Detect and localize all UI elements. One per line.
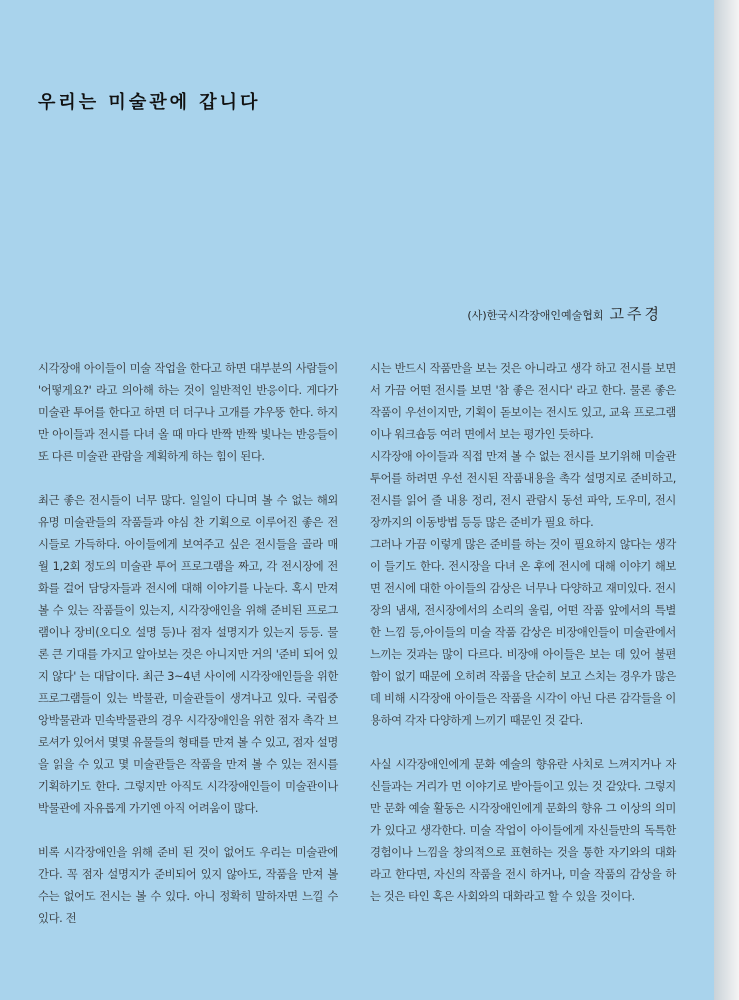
article-title: 우리는 미술관에 갑니다 bbox=[38, 92, 261, 113]
paragraph: 시각장애 아이들이 미술 작업을 한다고 하면 대부분의 사람들이 '어떻게요?' 라고 의아해 하는 것이 일반적인 반응이다. 게다가 미술관 투어를 한다고 하면 더 더구나 고개를 갸우뚱 한다. 하지만 아이들과 전시를 다녀 올 때 마다 반짝 반짝 빛나는 반응들이 또 다른 미술관 관람을 계획하게 하는 힘이 된다. bbox=[38, 362, 338, 463]
left-column bbox=[38, 358, 338, 930]
paragraph: 사실 시각장애인에게 문화 예술의 향유란 사치로 느껴지거나 자신들과는 거리가 먼 이야기로 받아들이고 있는 것 같았다. 그렇지만 문화 예술 활동은 시각장애인에게 문화의 향유 그 이상의 의미가 있다고 생각한다. 미술 작업이 아이들에게 자신들만의 독특한 경험이나 느낌을 창의적으로 표현하는 것을 통한 자기와의 대화라고 한다면, 자신의 작품을 전시 하거나, 미술 작품의 감상을 하는 것은 타인 혹은 사회와의 대화라고 할 수 있을 것이다. bbox=[370, 758, 676, 903]
author-organization: (사)한국시각장애인예술협회 bbox=[467, 309, 604, 322]
paragraph: 시각장애 아이들과 직접 만져 볼 수 없는 전시를 보기위해 미술관 투어를 하려면 우선 전시된 작품내용을 촉각 설명지로 준비하고, 전시를 읽어 줄 내용 정리, 전시 관람시 동선 파악, 도우미, 전시장까지의 이동방법 등등 많은 준비가 필요 하다. bbox=[370, 450, 676, 529]
author-name: 고주경 bbox=[609, 305, 662, 323]
right-column bbox=[370, 358, 676, 908]
paragraph: 시는 반드시 작품만을 보는 것은 아니라고 생각 하고 전시를 보면서 가끔 어떤 전시를 보면 '참 좋은 전시다' 라고 한다. 물론 좋은 작품이 우선이지만, 기획이 돋보이는 전시도 있고, 교육 프로그램이나 워크숍등 여러 면에서 보는 평가인 듯하다. bbox=[370, 362, 676, 441]
byline bbox=[467, 303, 662, 324]
page-spine bbox=[714, 0, 739, 1000]
paragraph: 최근 좋은 전시들이 너무 많다. 일일이 다니며 볼 수 없는 해외 유명 미술관들의 작품들과 야심 찬 기획으로 이루어진 좋은 전시들로 가득하다. 아이들에게 보여주고 싶은 전시들을 골라 매월 1,2회 정도의 미술관 투어 프로그램을 짜고, 각 전시장에 전화를 걸어 담당자들과 전시에 대해 이야기를 나눈다. 혹시 만져 볼 수 있는 작품들이 있는지, 시각장애인을 위해 준비된 프로그램이나 장비(오디오 설명 등)나 점자 설명지가 있는지 등등. 물론 큰 기대를 가지고 알아보는 것은 아니지만 거의 '준비 되어 있지 않다' 는 대답이다. 최근 3~4년 사이에 시각장애인들을 위한 프로그램들이 있는 박물관, 미술관들이 생겨나고 있다. 국립중앙박물관과 민속박물관의 경우 시각장애인을 위한 점자 촉각 브로셔가 있어서 몇몇 유물들의 형태를 만져 볼 수 있고, 점자 설명을 읽을 수 있고 몇 미술관들은 작품을 만져 볼 수 있는 전시를 기획하기도 한다. 그렇지만 아직도 시각장애인들이 미술관이나 박물관에 자유롭게 가기엔 아직 어려움이 많다. bbox=[38, 494, 338, 815]
paragraph: 그러나 가끔 이렇게 많은 준비를 하는 것이 필요하지 않다는 생각이 들기도 한다. 전시장을 다녀 온 후에 전시에 대해 이야기 해보면 전시에 대한 아이들의 감상은 너무나 다양하고 재미있다. 전시장의 냄새, 전시장에서의 소리의 울림, 어떤 작품 앞에서의 특별한 느낌 등,아이들의 미술 작품 감상은 비장애인들이 미술관에서 느끼는 것과는 많이 다르다. 비장애 아이들은 보는 데 있어 불편함이 없기 때문에 오히려 작품을 단순히 보고 스치는 경우가 많은데 비해 시각장애 아이들은 작품을 시각이 아닌 다른 감각들을 이용하여 각자 다양하게 느끼기 때문인 것 같다. bbox=[370, 538, 676, 727]
paragraph: 비록 시각장애인을 위해 준비 된 것이 없어도 우리는 미술관에 간다. 꼭 점자 설명지가 준비되어 있지 않아도, 작품을 만져 볼 수는 없어도 전시는 볼 수 있다. 아니 정확히 말하자면 느낄 수 있다. 전 bbox=[38, 846, 338, 925]
